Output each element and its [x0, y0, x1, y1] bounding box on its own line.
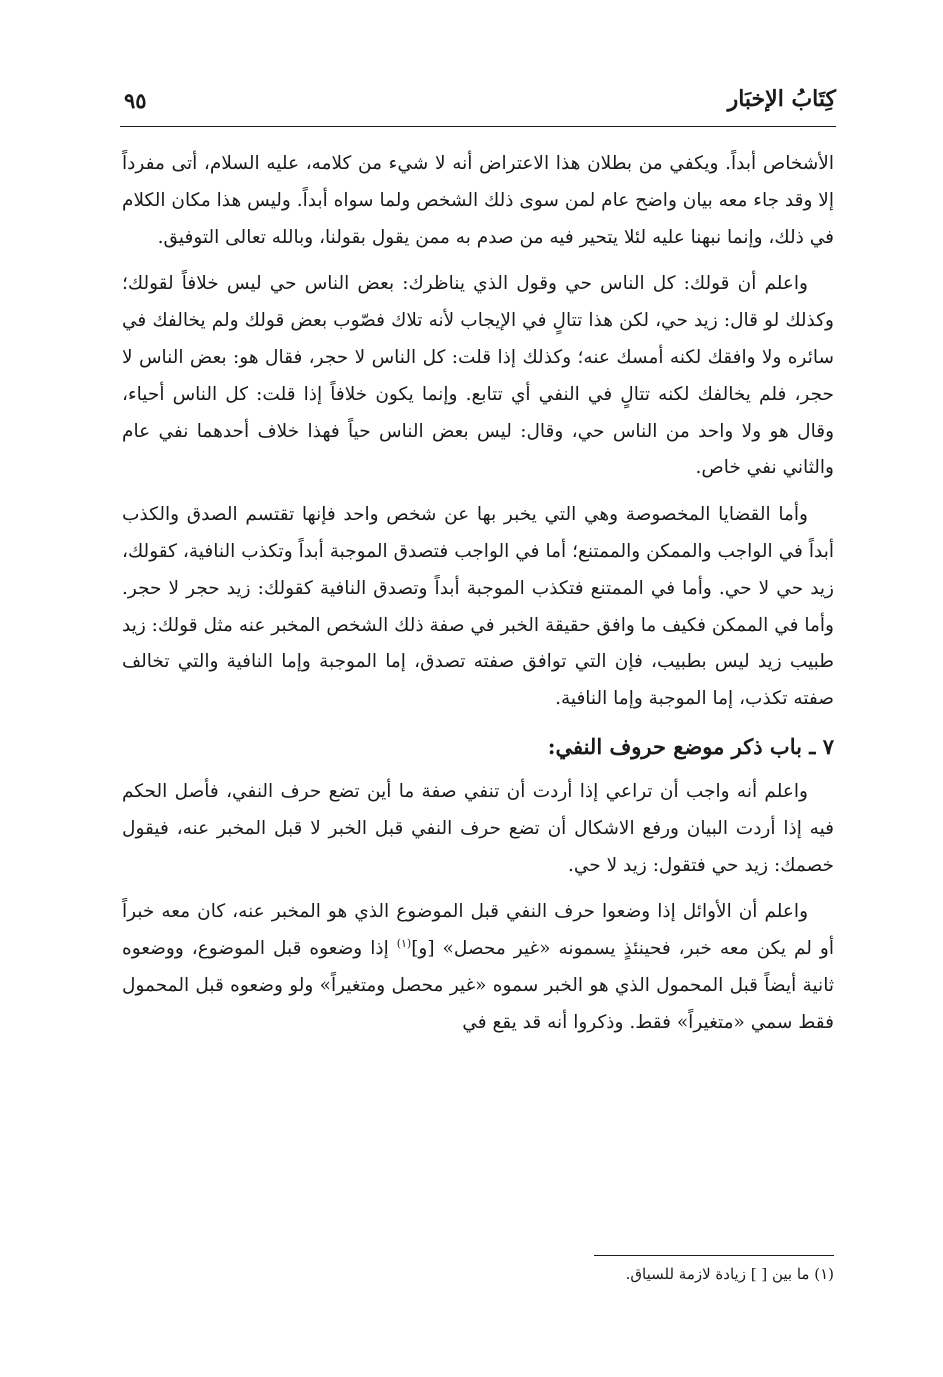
running-title: كِتَابُ الإخبَار — [727, 86, 836, 112]
paragraph-text: واعلم أن الأوائل إذا وضعوا حرف النفي قبل الموضوع الذي هو المخبر عنه، كان معه خبراً أو لم يكن معه خبر، فحينئذٍ يسمونه «غير محصل» [و] — [122, 901, 834, 960]
page-header — [120, 86, 836, 126]
footnote-rule — [594, 1255, 834, 1256]
paragraph: واعلم أنه واجب أن تراعي إذا أردت أن تنفي صفة ما أين تضع حرف النفي، فأصل الحكم فيه إذا أردت البيان ورفع الاشكال أن تضع حرف النفي قبل الخبر لا قبل المخبر عنه، فيقول خصمك: زيد حي فتقول: زيد لا حي. — [122, 780, 834, 876]
paragraph-text: إذا وضعوه قبل الموضوع، ووضعوه ثانية أيضاً قبل المحمول الذي هو الخبر سموه «غير محصل ومتغيراً» ولو وضعوه قبل المحمول فقط سمي «متغيراً» فقط. وذكروا أنه قد يقع في — [122, 938, 834, 1033]
paragraph: الأشخاص أبداً. ويكفي من بطلان هذا الاعتراض أنه لا شيء من كلامه، عليه السلام، أتى مفرداً إلا وقد جاء معه بيان واضح عام لمن سوى ذلك الشخص ولما سواه أبداً. وليس هذا مكان الكلام في ذلك، وإنما نبهنا عليه لئلا يتحير فيه من صدم به ممن يقول بقولنا، وبالله تعالى التوفيق. — [122, 153, 834, 248]
footnote-mark: (١) — [396, 936, 412, 950]
paragraph: وأما القضايا المخصوصة وهي التي يخبر بها عن شخص واحد فإنها تقتسم الصدق والكذب أبداً في الواجب والممكن والممتنع؛ أما في الواجب فتصدق الموجبة أبداً وتكذب النافية، كقولك، زيد حي لا حي. وأما في الممتنع فتكذب الموجبة أبداً وتصدق النافية كقولك: زيد حجر لا حجر. وأما في الممكن فكيف ما وافق حقيقة الخبر في صفة ذلك الشخص المخبر عنه مثل قولك: زيد طبيب زيد ليس بطبيب، فإن التي توافق صفته تصدق، إما الموجبة وإما النافية والتي تخالف صفته تكذب، إما الموجبة وإما النافية. — [122, 504, 834, 710]
header-rule — [120, 126, 836, 127]
paragraph-with-footnote — [122, 894, 834, 1041]
body-text — [122, 146, 834, 1052]
section-heading: ٧ ـ باب ذكر موضع حروف النفي: — [547, 733, 834, 759]
paragraph: واعلم أن قولك: كل الناس حي وقول الذي يناظرك: بعض الناس حي ليس خلافاً لقولك؛ وكذلك لو قال: زيد حي، لكن هذا تتالٍ في الإيجاب لأنه تلاك فصّوب بعض قولك ولم يخالفك في سائره ولا وافقك لكنه أمسك عنه؛ وكذلك إذا قلت: كل الناس لا حجر، فقال هو: بعض الناس لا حجر، فلم يخالفك لكنه تتالٍ في النفي أي تتابع. وإنما يكون خلافاً إذا قلت: كل الناس أحياء، وقال هو ولا واحد من الناس حي، وقال: ليس بعض الناس حياً فهذا خلاف أحدهما نفي عام والثاني نفي خاص. — [122, 273, 834, 479]
page-number: ٩٥ — [124, 88, 147, 113]
footnote: (١) ما بين [ ] زيادة لازمة للسياق. — [625, 1265, 834, 1283]
